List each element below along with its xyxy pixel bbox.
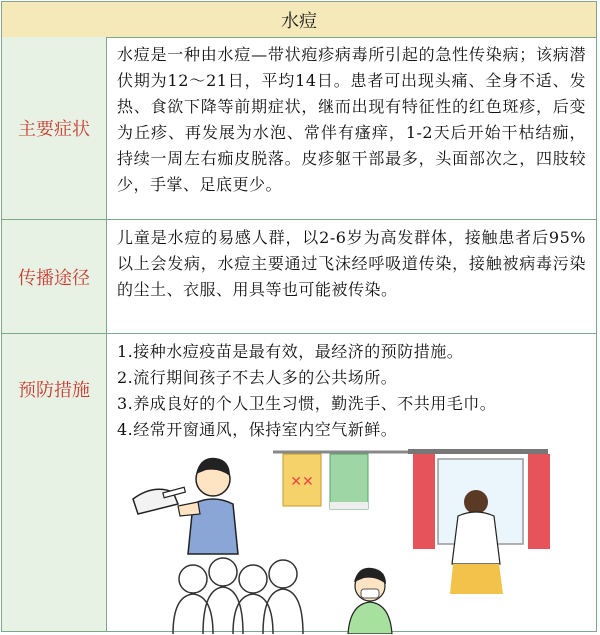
transmission-row [2, 220, 596, 334]
table-title: 水痘 [2, 2, 596, 38]
info-table [1, 1, 597, 632]
transmission-label: 传播途径 [2, 220, 107, 333]
symptoms-row [2, 37, 596, 220]
svg-text:✕✕: ✕✕ [290, 474, 314, 490]
prevention-illustration [108, 444, 598, 634]
towel-icon [273, 452, 408, 509]
mask-icon [348, 568, 392, 634]
prevention-item: 3.养成良好的个人卫生习惯，勤洗手、不共用毛巾。 [117, 394, 497, 413]
symptoms-text: 水痘是一种由水痘—带状疱疹病毒所引起的急性传染病；该病潜伏期为12～21日，平均14日。患者可出现头痛、全身不适、发热、食欲下降等前期症状，继而出现有特征性的红色斑疹，后变为丘疹、再发展为水泡、常伴有瘙痒，1-2天后开始干枯结痂，持续一周左右痂皮脱落。皮疹躯干部最多，头面部次之，四肢较少，手掌、足底更少。 [117, 45, 586, 194]
window-icon [408, 449, 550, 594]
crowd-icon [173, 558, 303, 634]
prevention-row [2, 334, 596, 631]
prevention-label: 预防措施 [2, 334, 107, 631]
transmission-text: 儿童是水痘的易感人群，以2-6岁为高发群体，接触患者后95%以上会发病，水痘主要通过飞沫经呼吸道传染，接触被病毒污染的尘土、衣服、用具等也可能被传染。 [117, 228, 586, 299]
prevention-list [117, 339, 586, 443]
vaccination-icon [133, 458, 238, 554]
prevention-item: 1.接种水痘疫苗是最有效，最经济的预防措施。 [117, 342, 464, 361]
prevention-item: 2.流行期间孩子不去人多的公共场所。 [117, 368, 398, 387]
symptoms-label: 主要症状 [2, 37, 107, 219]
prevention-item: 4.经常开窗通风，保持室内空气新鲜。 [117, 420, 398, 439]
